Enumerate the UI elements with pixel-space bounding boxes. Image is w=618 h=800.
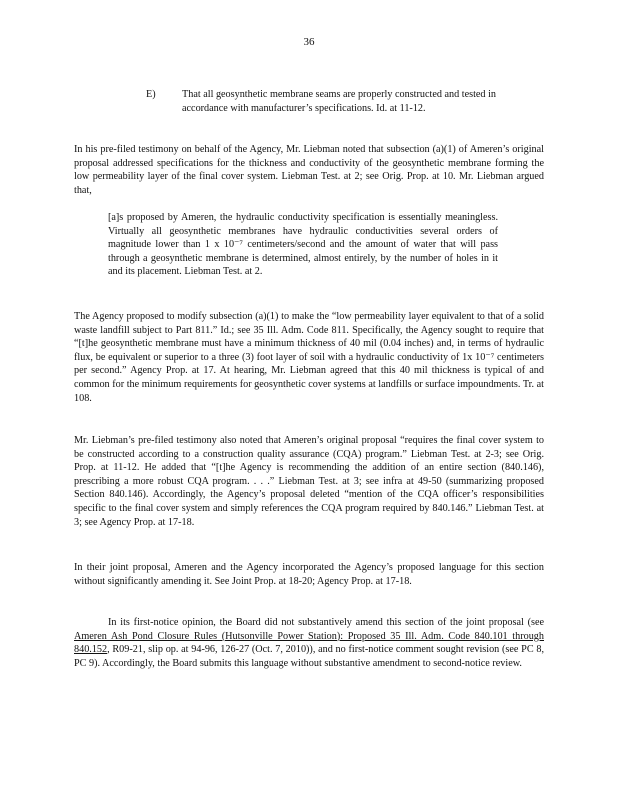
list-item-text: That all geosynthetic membrane seams are properly constructed and tested in accordance with manufacturer’s specifications. Id. at 11-12. bbox=[182, 89, 497, 114]
list-item-label: E) bbox=[146, 89, 156, 100]
board-opinion-text-end: , R09-21, slip op. at 94-96, 126-27 (Oct. 7, 2010)), and no first-notice comment sought revision (see PC 8, PC 9). Accordingly, the Board submits this language without substantive amendment to second-notice review. bbox=[74, 644, 544, 669]
paragraph-liebman-testimony: In his pre-filed testimony on behalf of the Agency, Mr. Liebman noted that subsection (a)(1) of Ameren’s original proposal addressed specifications for the thickness and conductivity of the geosynthetic membrane forming the low permeability layer of the final cover system. Liebman Test. at 2; see Orig. Prop. at 10. Mr. Liebman argued that, bbox=[74, 144, 544, 196]
paragraph-cqa-program: Mr. Liebman’s pre-filed testimony also noted that Ameren’s original proposal “requires the final cover system to be constructed according to a construction quality assurance (CQA) program.” Liebman Test. at 2-3; see Orig. Prop. at 11-12. He added that “[t]he Agency is recommending the addition of an entire section (840.146), prescribing a more robust CQA program. . . .” Liebman Test. at 3; see infra at 49-50 (summarizing proposed Section 840.146). Accordingly, the Agency’s proposal deleted “mention of the CQA officer’s responsibilities specific to the final cover system and simply references the CQA program required by 840.146.” Liebman Test. at 3; see Agency Prop. at 17-18. bbox=[74, 435, 544, 528]
case-citation: Ameren Ash Pond Closure Rules (Hutsonville Power Station): Proposed 35 Ill. Adm. Code 840.101 through 840.152 bbox=[74, 630, 544, 656]
paragraph-joint-proposal: In their joint proposal, Ameren and the Agency incorporated the Agency’s proposed language for this section without significantly amending it. See Joint Prop. at 18-20; Agency Prop. at 17-18. bbox=[74, 562, 544, 587]
block-quote: [a]s proposed by Ameren, the hydraulic conductivity specification is essentially meaningless. Virtually all geosynthetic membranes have hydraulic conductivities several orders of magnitude lower than 1 x 10⁻⁷ centimeters/second and the amount of water that will pass through a geosynthetic membrane is determined, almost entirely, by the number of holes in it and its placement. Liebman Test. at 2. bbox=[108, 212, 498, 278]
paragraph-board-opinion bbox=[74, 616, 544, 670]
paragraph-agency-proposal: The Agency proposed to modify subsection (a)(1) to make the “low permeability layer equivalent to that of a solid waste landfill subject to Part 811.” Id.; see 35 Ill. Adm. Code 811. Specifically, the Agency sought to require that “[t]he geosynthetic membrane must have a minimum thickness of 40 mil (0.04 inches) and, in terms of hydraulic flux, be equivalent or superior to a three (3) foot layer of soil with a hydraulic conductivity of 1x 10⁻⁷ centimeters per second.” Agency Prop. at 17. At hearing, Mr. Liebman agreed that this 40 mil thickness is typical of and common for the minimum requirements for geosynthetic cover systems at landfills or surface impoundments. Tr. at 108. bbox=[74, 311, 544, 404]
page-number: 36 bbox=[303, 36, 315, 48]
board-opinion-text-start: In its first-notice opinion, the Board did not substantively amend this section of the joint proposal (see bbox=[108, 617, 544, 628]
